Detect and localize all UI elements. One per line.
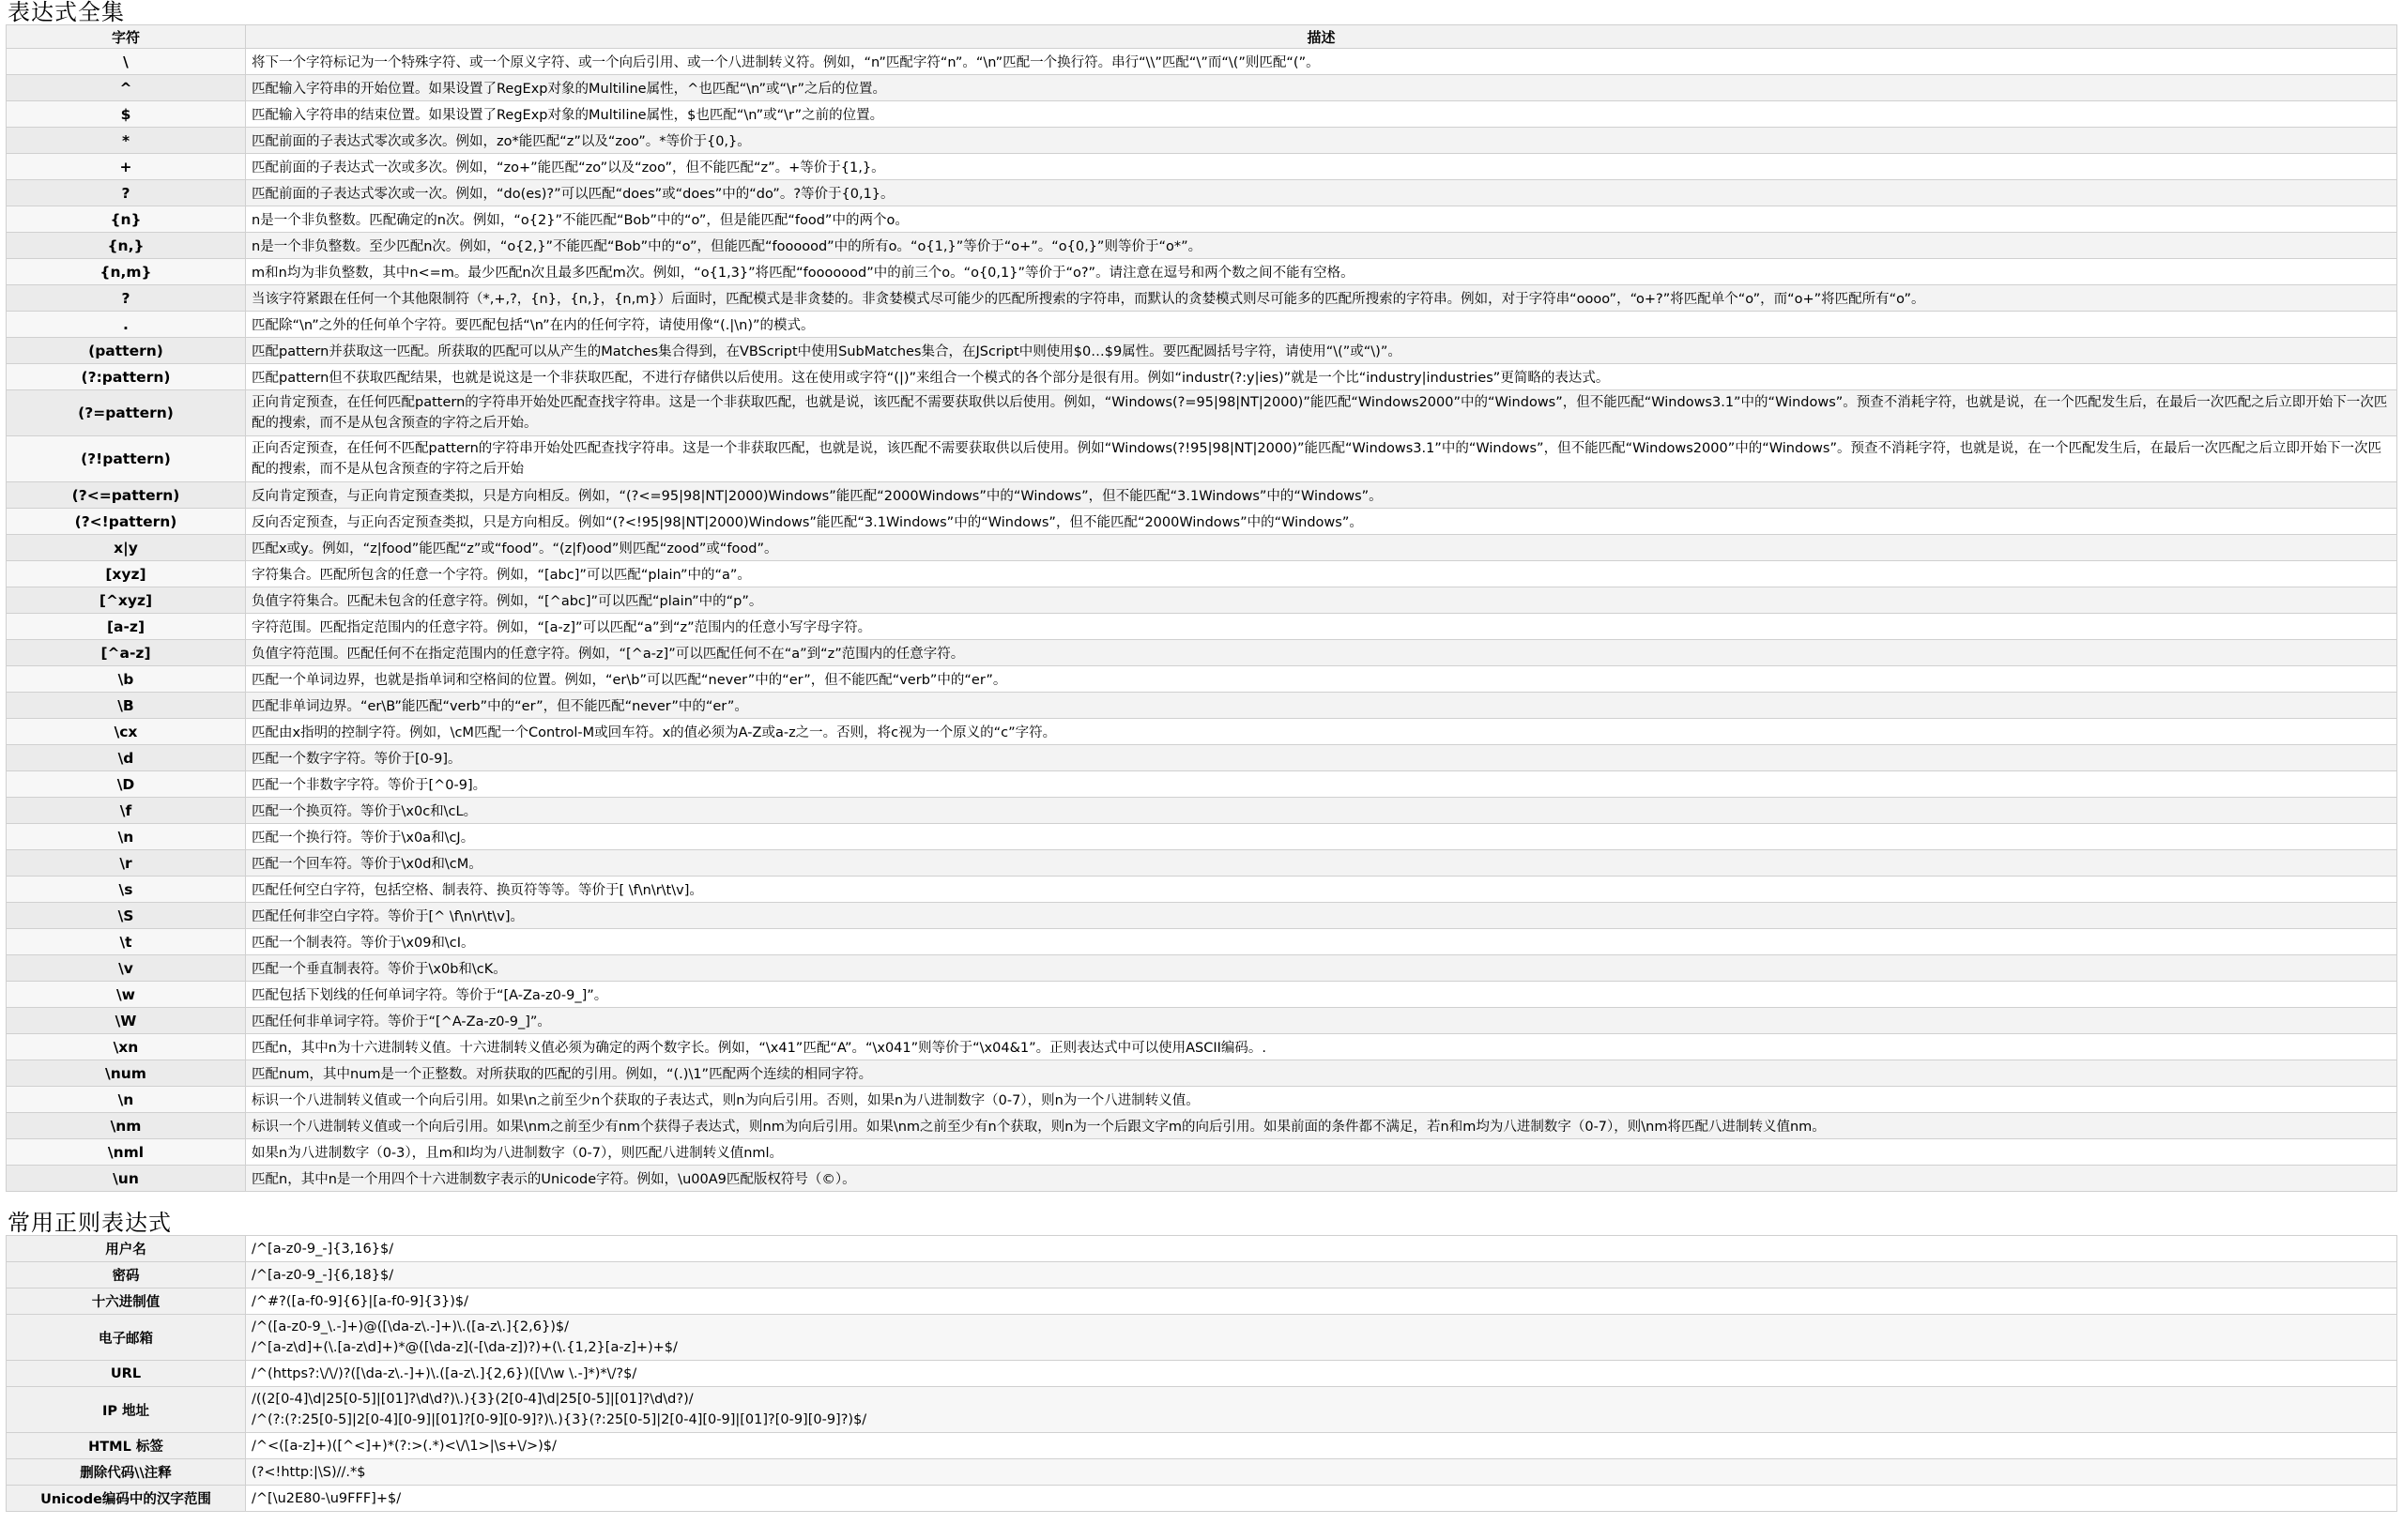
- table-row: [7, 877, 2397, 903]
- table-row: [7, 535, 2397, 561]
- table-row: [7, 798, 2397, 824]
- table-row: [7, 745, 2397, 771]
- regex-description: 标识一个八进制转义值或一个向后引用。如果\n之前至少n个获取的子表达式，则n为向后引用。否则，如果n为八进制数字（0-7），则n为一个八进制转义值。: [246, 1087, 2397, 1113]
- table-row: [7, 436, 2397, 482]
- regex-symbol: (?:pattern): [7, 364, 246, 390]
- regex-description: 匹配由x指明的控制字符。例如，\cM匹配一个Control-M或回车符。x的值必须为A-Z或a-z之一。否则，将c视为一个原义的“c”字符。: [246, 719, 2397, 745]
- table-row: [7, 903, 2397, 929]
- table-row: [7, 1113, 2397, 1139]
- regex-description: 匹配一个换页符。等价于\x0c和\cL。: [246, 798, 2397, 824]
- table-header-row: [7, 25, 2397, 49]
- section-title-regex-reference: 表达式全集: [8, 0, 125, 25]
- regex-symbol: \n: [7, 824, 246, 850]
- regex-pattern: /^([a-z0-9_\.-]+)@([\da-z\.-]+)\.([a-z\.]{2,6})$/ /^[a-z\d]+(\.[a-z\d]+)*@([\da-z](-[\da-z])?)+(\.{1,2}[a-z]+)+$/: [246, 1315, 2397, 1361]
- regex-description: 正向否定预查，在任何不匹配pattern的字符串开始处匹配查找字符串。这是一个非获取匹配，也就是说，该匹配不需要获取供以后使用。例如“Windows(?!95|98|NT|2000)”能匹配“Windows3.1”中的“Windows”，但不能匹配“Windows2000”中的“Windows”。预查不消耗字符，也就是说，在一个匹配发生后，在最后一次匹配之后立即开始下一次匹配的搜索，而不是从包含预查的字符之后开始: [246, 436, 2397, 482]
- table-row: [7, 1459, 2397, 1486]
- table-row: [7, 128, 2397, 154]
- regex-name: HTML 标签: [7, 1433, 246, 1459]
- table-row: [7, 1387, 2397, 1433]
- table-row: [7, 285, 2397, 312]
- regex-symbol: \xn: [7, 1034, 246, 1060]
- regex-description: 匹配一个垂直制表符。等价于\x0b和\cK。: [246, 955, 2397, 982]
- regex-name: 十六进制值: [7, 1288, 246, 1315]
- regex-symbol: ^: [7, 75, 246, 101]
- regex-name: 电子邮箱: [7, 1315, 246, 1361]
- regex-symbol: \d: [7, 745, 246, 771]
- regex-description: 字符范围。匹配指定范围内的任意字符。例如，“[a-z]”可以匹配“a”到“z”范围内的任意小写字母字符。: [246, 614, 2397, 640]
- regex-description: m和n均为非负整数，其中n<=m。最少匹配n次且最多匹配m次。例如，“o{1,3}”将匹配“fooooood”中的前三个o。“o{0,1}”等价于“o?”。请注意在逗号和两个数之间不能有空格。: [246, 259, 2397, 285]
- regex-symbol: +: [7, 154, 246, 180]
- table-row: [7, 1236, 2397, 1262]
- regex-symbol: \B: [7, 693, 246, 719]
- table-row: [7, 1087, 2397, 1113]
- regex-description: 匹配pattern并获取这一匹配。所获取的匹配可以从产生的Matches集合得到，在VBScript中使用SubMatches集合，在JScript中则使用$0…$9属性。要匹配圆括号字符，请使用“\(”或“\)”。: [246, 338, 2397, 364]
- regex-symbol: \D: [7, 771, 246, 798]
- regex-symbol: [^xyz]: [7, 587, 246, 614]
- regex-description: 将下一个字符标记为一个特殊字符、或一个原义字符、或一个向后引用、或一个八进制转义符。例如，“n”匹配字符“n”。“\n”匹配一个换行符。串行“\\”匹配“\”而“\(”则匹配“(”。: [246, 49, 2397, 75]
- table-row: [7, 929, 2397, 955]
- regex-symbol: x|y: [7, 535, 246, 561]
- regex-symbol: (?!pattern): [7, 436, 246, 482]
- table-row: [7, 824, 2397, 850]
- table-row: [7, 1166, 2397, 1192]
- regex-symbol: \n: [7, 1087, 246, 1113]
- table-row: [7, 1361, 2397, 1387]
- regex-description: 标识一个八进制转义值或一个向后引用。如果\nm之前至少有nm个获得子表达式，则nm为向后引用。如果\nm之前至少有n个获取，则n为一个后跟文字m的向后引用。如果前面的条件都不满足，若n和m均为八进制数字（0-7），则\nm将匹配八进制转义值nm。: [246, 1113, 2397, 1139]
- regex-description: 匹配输入字符串的开始位置。如果设置了RegExp对象的Multiline属性，^也匹配“\n”或“\r”之后的位置。: [246, 75, 2397, 101]
- regex-symbol: (?<!pattern): [7, 509, 246, 535]
- regex-pattern: /^[a-z0-9_-]{6,18}$/: [246, 1262, 2397, 1288]
- regex-reference-body: [7, 49, 2397, 1192]
- regex-description: 匹配任何非单词字符。等价于“[^A-Za-z0-9_]”。: [246, 1008, 2397, 1034]
- table-row: [7, 154, 2397, 180]
- header-symbol: 字符: [7, 25, 246, 49]
- regex-description: 匹配num，其中num是一个正整数。对所获取的匹配的引用。例如，“(.)\1”匹配两个连续的相同字符。: [246, 1060, 2397, 1087]
- regex-name: IP 地址: [7, 1387, 246, 1433]
- regex-symbol: ?: [7, 285, 246, 312]
- regex-pattern: /^[a-z0-9_-]{3,16}$/: [246, 1236, 2397, 1262]
- regex-name: URL: [7, 1361, 246, 1387]
- table-row: [7, 640, 2397, 666]
- regex-description: 匹配非单词边界。“er\B”能匹配“verb”中的“er”，但不能匹配“never”中的“er”。: [246, 693, 2397, 719]
- regex-description: 匹配包括下划线的任何单词字符。等价于“[A-Za-z0-9_]”。: [246, 982, 2397, 1008]
- table-row: [7, 561, 2397, 587]
- regex-description: 匹配pattern但不获取匹配结果，也就是说这是一个非获取匹配，不进行存储供以后使用。这在使用或字符“(|)”来组合一个模式的各个部分是很有用。例如“industr(?:y|ies)”就是一个比“industry|industries”更简略的表达式。: [246, 364, 2397, 390]
- regex-description: 匹配前面的子表达式零次或多次。例如，zo*能匹配“z”以及“zoo”。*等价于{0,}。: [246, 128, 2397, 154]
- regex-symbol: \f: [7, 798, 246, 824]
- regex-pattern: /^<([a-z]+)([^<]+)*(?:>(.*)<\/\1>|\s+\/>)$/: [246, 1433, 2397, 1459]
- table-row: [7, 1139, 2397, 1166]
- regex-description: 匹配除“\n”之外的任何单个字符。要匹配包括“\n”在内的任何字符，请使用像“(.|\n)”的模式。: [246, 312, 2397, 338]
- table-row: [7, 206, 2397, 233]
- regex-symbol: \t: [7, 929, 246, 955]
- regex-description: 匹配n，其中n是一个用四个十六进制数字表示的Unicode字符。例如，\u00A9匹配版权符号（©）。: [246, 1166, 2397, 1192]
- regex-symbol: *: [7, 128, 246, 154]
- regex-description: 负值字符范围。匹配任何不在指定范围内的任意字符。例如，“[^a-z]”可以匹配任何不在“a”到“z”范围内的任意字符。: [246, 640, 2397, 666]
- table-row: [7, 614, 2397, 640]
- regex-symbol: [^a-z]: [7, 640, 246, 666]
- regex-description: 匹配一个换行符。等价于\x0a和\cJ。: [246, 824, 2397, 850]
- table-row: [7, 49, 2397, 75]
- regex-description: 如果n为八进制数字（0-3），且m和l均为八进制数字（0-7），则匹配八进制转义值nml。: [246, 1139, 2397, 1166]
- table-row: [7, 1060, 2397, 1087]
- table-row: [7, 719, 2397, 745]
- regex-symbol: (?<=pattern): [7, 482, 246, 509]
- regex-symbol: {n}: [7, 206, 246, 233]
- table-row: [7, 1262, 2397, 1288]
- table-row: [7, 312, 2397, 338]
- table-row: [7, 233, 2397, 259]
- regex-reference-table: [6, 24, 2397, 1192]
- table-row: [7, 1315, 2397, 1361]
- table-row: [7, 364, 2397, 390]
- regex-name: 密码: [7, 1262, 246, 1288]
- table-row: [7, 693, 2397, 719]
- regex-name: Unicode编码中的汉字范围: [7, 1486, 246, 1512]
- regex-symbol: \v: [7, 955, 246, 982]
- regex-symbol: \W: [7, 1008, 246, 1034]
- table-row: [7, 259, 2397, 285]
- regex-symbol: \nm: [7, 1113, 246, 1139]
- table-row: [7, 180, 2397, 206]
- regex-description: 匹配一个数字字符。等价于[0-9]。: [246, 745, 2397, 771]
- table-row: [7, 771, 2397, 798]
- regex-pattern: /^(https?:\/\/)?([\da-z\.-]+)\.([a-z\.]{2,6})([\/\w \.-]*)*\/?$/: [246, 1361, 2397, 1387]
- regex-description: 当该字符紧跟在任何一个其他限制符（*,+,?，{n}，{n,}，{n,m}）后面时，匹配模式是非贪婪的。非贪婪模式尽可能少的匹配所搜索的字符串，而默认的贪婪模式则尽可能多的匹配所搜索的字符串。例如，对于字符串“oooo”，“o+?”将匹配单个“o”，而“o+”将匹配所有“o”。: [246, 285, 2397, 312]
- regex-description: 匹配一个回车符。等价于\x0d和\cM。: [246, 850, 2397, 877]
- regex-pattern: /((2[0-4]\d|25[0-5]|[01]?\d\d?)\.){3}(2[0-4]\d|25[0-5]|[01]?\d\d?)/ /^(?:(?:25[0-5]|2[0-4][0-9]|[01]?[0-9][0-9]?)\.){3}(?:25[0-5]|2[0-4][0-9]|[01]?[0-9][0-9]?)$/: [246, 1387, 2397, 1433]
- table-row: [7, 390, 2397, 436]
- table-row: [7, 1288, 2397, 1315]
- regex-description: 匹配一个非数字字符。等价于[^0-9]。: [246, 771, 2397, 798]
- regex-description: n是一个非负整数。匹配确定的n次。例如，“o{2}”不能匹配“Bob”中的“o”，但是能匹配“food”中的两个o。: [246, 206, 2397, 233]
- regex-description: 反向否定预查，与正向否定预查类拟，只是方向相反。例如“(?<!95|98|NT|2000)Windows”能匹配“3.1Windows”中的“Windows”，但不能匹配“2000Windows”中的“Windows”。: [246, 509, 2397, 535]
- table-row: [7, 338, 2397, 364]
- regex-description: n是一个非负整数。至少匹配n次。例如，“o{2,}”不能匹配“Bob”中的“o”，但能匹配“foooood”中的所有o。“o{1,}”等价于“o+”。“o{0,}”则等价于“o*”。: [246, 233, 2397, 259]
- regex-pattern: /^#?([a-f0-9]{6}|[a-f0-9]{3})$/: [246, 1288, 2397, 1315]
- regex-symbol: (?=pattern): [7, 390, 246, 436]
- regex-symbol: \un: [7, 1166, 246, 1192]
- table-row: [7, 482, 2397, 509]
- regex-symbol: \nml: [7, 1139, 246, 1166]
- table-row: [7, 1433, 2397, 1459]
- regex-description: 匹配前面的子表达式零次或一次。例如，“do(es)?”可以匹配“does”或“does”中的“do”。?等价于{0,1}。: [246, 180, 2397, 206]
- regex-symbol: .: [7, 312, 246, 338]
- table-row: [7, 101, 2397, 128]
- regex-description: 匹配x或y。例如，“z|food”能匹配“z”或“food”。“(z|f)ood”则匹配“zood”或“food”。: [246, 535, 2397, 561]
- table-row: [7, 1008, 2397, 1034]
- regex-pattern: /^[\u2E80-\u9FFF]+$/: [246, 1486, 2397, 1512]
- table-row: [7, 1486, 2397, 1512]
- table-row: [7, 982, 2397, 1008]
- regex-symbol: {n,}: [7, 233, 246, 259]
- regex-symbol: (pattern): [7, 338, 246, 364]
- common-regex-table: [6, 1235, 2397, 1512]
- table-row: [7, 1034, 2397, 1060]
- regex-name: 用户名: [7, 1236, 246, 1262]
- regex-symbol: {n,m}: [7, 259, 246, 285]
- regex-symbol: [xyz]: [7, 561, 246, 587]
- page: [6, 0, 2397, 1512]
- regex-symbol: [a-z]: [7, 614, 246, 640]
- regex-description: 匹配任何非空白字符。等价于[^ \f\n\r\t\v]。: [246, 903, 2397, 929]
- regex-description: 匹配任何空白字符，包括空格、制表符、换页符等等。等价于[ \f\n\r\t\v]。: [246, 877, 2397, 903]
- regex-description: 匹配输入字符串的结束位置。如果设置了RegExp对象的Multiline属性，$也匹配“\n”或“\r”之前的位置。: [246, 101, 2397, 128]
- regex-description: 反向肯定预查，与正向肯定预查类拟，只是方向相反。例如，“(?<=95|98|NT|2000)Windows”能匹配“2000Windows”中的“Windows”，但不能匹配“3.1Windows”中的“Windows”。: [246, 482, 2397, 509]
- regex-description: 匹配n，其中n为十六进制转义值。十六进制转义值必须为确定的两个数字长。例如，“\x41”匹配“A”。“\x041”则等价于“\x04&1”。正则表达式中可以使用ASCII编码。.: [246, 1034, 2397, 1060]
- table-row: [7, 587, 2397, 614]
- header-description: 描述: [246, 25, 2397, 49]
- regex-symbol: \b: [7, 666, 246, 693]
- table-row: [7, 509, 2397, 535]
- table-row: [7, 850, 2397, 877]
- regex-description: 负值字符集合。匹配未包含的任意字符。例如，“[^abc]”可以匹配“plain”中的“p”。: [246, 587, 2397, 614]
- regex-symbol: \S: [7, 903, 246, 929]
- section-gap: [6, 1192, 2397, 1211]
- regex-symbol: ?: [7, 180, 246, 206]
- regex-description: 正向肯定预查，在任何匹配pattern的字符串开始处匹配查找字符串。这是一个非获取匹配，也就是说，该匹配不需要获取供以后使用。例如，“Windows(?=95|98|NT|2000)”能匹配“Windows2000”中的“Windows”，但不能匹配“Windows3.1”中的“Windows”。预查不消耗字符，也就是说，在一个匹配发生后，在最后一次匹配之后立即开始下一次匹配的搜索，而不是从包含预查的字符之后开始。: [246, 390, 2397, 436]
- regex-symbol: \: [7, 49, 246, 75]
- regex-description: 字符集合。匹配所包含的任意一个字符。例如，“[abc]”可以匹配“plain”中的“a”。: [246, 561, 2397, 587]
- table-row: [7, 666, 2397, 693]
- regex-name: 删除代码\\注释: [7, 1459, 246, 1486]
- regex-symbol: $: [7, 101, 246, 128]
- regex-symbol: \r: [7, 850, 246, 877]
- regex-symbol: \w: [7, 982, 246, 1008]
- regex-symbol: \cx: [7, 719, 246, 745]
- regex-description: 匹配一个单词边界，也就是指单词和空格间的位置。例如，“er\b”可以匹配“never”中的“er”，但不能匹配“verb”中的“er”。: [246, 666, 2397, 693]
- regex-description: 匹配一个制表符。等价于\x09和\cI。: [246, 929, 2397, 955]
- regex-symbol: \s: [7, 877, 246, 903]
- regex-pattern: (?<!http:|\S)//.*$: [246, 1459, 2397, 1486]
- table-row: [7, 75, 2397, 101]
- section-title-common-regex: 常用正则表达式: [8, 1210, 172, 1236]
- common-regex-body: [7, 1236, 2397, 1512]
- table-row: [7, 955, 2397, 982]
- regex-description: 匹配前面的子表达式一次或多次。例如，“zo+”能匹配“zo”以及“zoo”，但不能匹配“z”。+等价于{1,}。: [246, 154, 2397, 180]
- regex-symbol: \num: [7, 1060, 246, 1087]
